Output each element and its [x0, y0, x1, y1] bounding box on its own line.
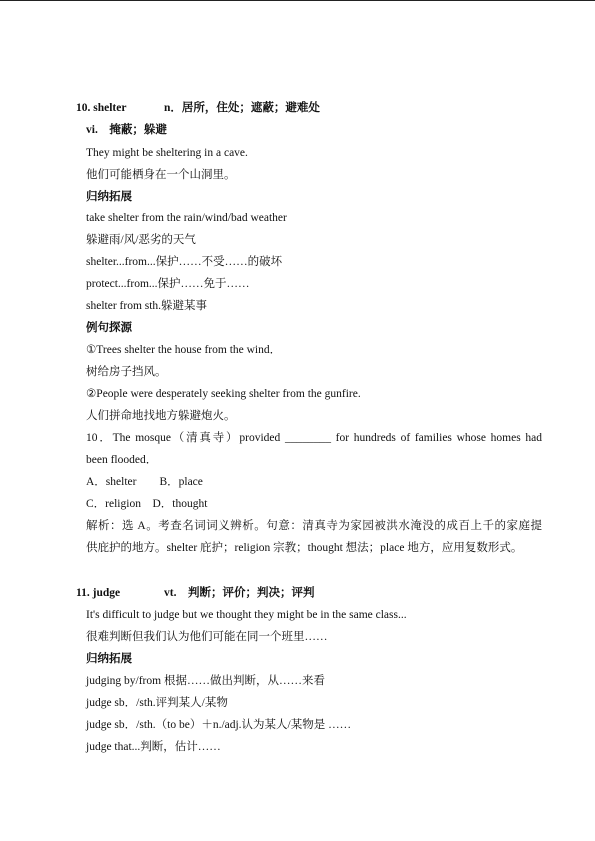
- answer-options-row-1: A．shelter B．place: [86, 476, 203, 488]
- verb-definition: vi. 掩蔽；躲避: [86, 124, 167, 136]
- expand-heading: 归纳拓展: [86, 653, 132, 665]
- example-english: It's difficult to judge but we thought they might be in the same class...: [86, 609, 407, 621]
- analysis-text-continued: 供庇护的地方。shelter 庇护；religion 宗教；thought 想法；place 地方，应用复数形式。: [86, 542, 523, 554]
- question-text: 10．The mosque（清真寺）provided ________ for hundreds of families whose homes had: [86, 432, 542, 444]
- example-sentence: ①Trees shelter the house from the wind．: [86, 344, 282, 356]
- example-chinese: 很难判断但我们认为他们可能在同一个班里……: [86, 631, 328, 643]
- phrase-line: judge sb．/sth.（to be）＋n./adj.认为某人/某物是 ……: [86, 719, 352, 731]
- example-sentence: 树给房子挡风。: [86, 366, 167, 378]
- phrase-line: judging by/from 根据……做出判断，从……来看: [86, 675, 325, 687]
- phrase-line: take shelter from the rain/wind/bad weather: [86, 212, 287, 224]
- phrase-line: shelter...from...保护……不受……的破坏: [86, 256, 283, 268]
- example-english: They might be sheltering in a cave.: [86, 147, 248, 159]
- verb-definition: vt. 判断；评价；判决；评判: [164, 587, 315, 599]
- example-sentence: ②People were desperately seeking shelter from the gunfire.: [86, 388, 361, 400]
- entry-shelter-headline: [76, 101, 320, 115]
- entry-judge-headline: [76, 586, 314, 600]
- phrase-line: protect...from...保护……免于……: [86, 278, 250, 290]
- headword-judge: 11. judge: [76, 587, 121, 599]
- example-sentence: 人们拼命地找地方躲避炮火。: [86, 410, 236, 422]
- question-text-continued: been flooded．: [86, 454, 158, 466]
- page-top-rule: [0, 0, 595, 1]
- analysis-text: 解析：选 A。考查名词词义辨析。句意：清真寺为家园被洪水淹没的成百上千的家庭提: [86, 520, 542, 532]
- phrase-line: judge that...判断，估计……: [86, 741, 221, 753]
- example-chinese: 他们可能栖身在一个山洞里。: [86, 169, 236, 181]
- examples-heading: 例句探源: [86, 322, 132, 334]
- phrase-line: 躲避雨/风/恶劣的天气: [86, 234, 196, 246]
- phrase-line: shelter from sth.躲避某事: [86, 300, 208, 312]
- expand-heading: 归纳拓展: [86, 191, 132, 203]
- noun-definition: n．居所，住处；遮蔽；避难处: [164, 102, 320, 114]
- headword-shelter: 10. shelter: [76, 102, 127, 114]
- answer-options-row-2: C．religion D．thought: [86, 498, 208, 510]
- phrase-line: judge sb．/sth.评判某人/某物: [86, 697, 228, 709]
